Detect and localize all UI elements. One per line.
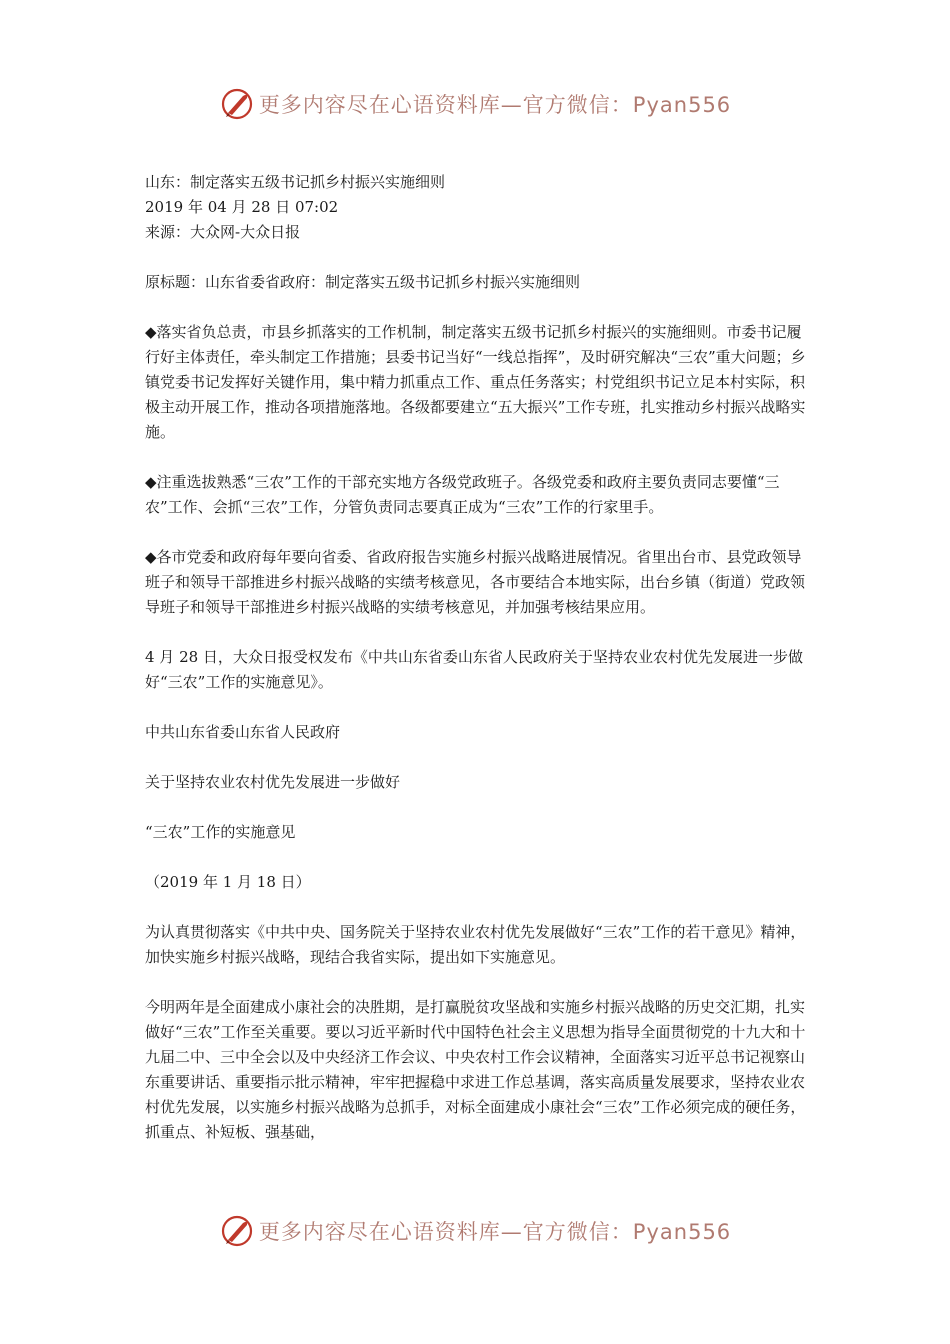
document-title-line1: 关于坚持农业农村优先发展进一步做好 <box>145 773 401 791</box>
document-issuer: 中共山东省委山东省人民政府 <box>145 723 341 741</box>
header-banner <box>0 84 950 124</box>
article-source: 来源：大众网-大众日报 <box>145 223 301 241</box>
paragraph: 4 月 28 日，大众日报受权发布《中共山东省委山东省人民政府关于坚持农业农村优先发展进一步做好“三农”工作的实施意见》。 <box>145 648 803 691</box>
quill-pen-logo-icon <box>219 1213 255 1249</box>
article-title: 山东：制定落实五级书记抓乡村振兴实施细则 <box>145 173 446 191</box>
document-title-line2: “三农”工作的实施意见 <box>145 823 296 841</box>
paragraph: 为认真贯彻落实《中共中央、国务院关于坚持农业农村优先发展做好“三农”工作的若干意见》精神，加快实施乡村振兴战略，现结合我省实际，提出如下实施意见。 <box>145 923 806 966</box>
original-title: 原标题：山东省委省政府：制定落实五级书记抓乡村振兴实施细则 <box>145 273 581 291</box>
banner-text: 更多内容尽在心语资料库—官方微信：Pyan556 <box>258 1220 732 1244</box>
paragraph: 今明两年是全面建成小康社会的决胜期，是打赢脱贫攻坚战和实施乡村振兴战略的历史交汇期，扎实做好“三农”工作至关重要。要以习近平新时代中国特色社会主义思想为指导全面贯彻党的十九大和十九届二中、三中全会以及中央经济工作会议、中央农村工作会议精神，全面落实习近平总书记视察山东重要讲话、重要指示批示精神，牢牢把握稳中求进工作总基调，落实高质量发展要求，坚持农业农村优先发展，以实施乡村振兴战略为总抓手，对标全面建成小康社会“三农”工作必须完成的硬任务，抓重点、补短板、强基础， <box>145 998 806 1141</box>
banner-text: 更多内容尽在心语资料库—官方微信：Pyan556 <box>258 93 732 117</box>
document-date: （2019 年 1 月 18 日） <box>145 873 311 891</box>
paragraph: ◆落实省负总责，市县乡抓落实的工作机制，制定落实五级书记抓乡村振兴的实施细则。市委书记履行好主体责任，牵头制定工作措施；县委书记当好“一线总指挥”，及时研究解决“三农”重大问题；乡镇党委书记发挥好关键作用，集中精力抓重点工作、重点任务落实；村党组织书记立足本村实际，积极主动开展工作，推动各项措施落地。各级都要建立“五大振兴”工作专班，扎实推动乡村振兴战略实施。 <box>145 323 806 441</box>
footer-banner <box>0 1211 950 1251</box>
paragraph: ◆注重选拔熟悉“三农”工作的干部充实地方各级党政班子。各级党委和政府主要负责同志要懂“三农”工作、会抓“三农”工作，分管负责同志要真正成为“三农”工作的行家里手。 <box>145 473 780 516</box>
paragraph: ◆各市党委和政府每年要向省委、省政府报告实施乡村振兴战略进展情况。省里出台市、县党政领导班子和领导干部推进乡村振兴战略的实绩考核意见，各市要结合本地实际，出台乡镇（街道）党政领导班子和领导干部推进乡村振兴战略的实绩考核意见，并加强考核结果应用。 <box>145 548 806 616</box>
quill-pen-logo-icon <box>219 86 255 122</box>
article-datetime: 2019 年 04 月 28 日 07:02 <box>145 198 339 216</box>
article <box>145 170 807 1145</box>
